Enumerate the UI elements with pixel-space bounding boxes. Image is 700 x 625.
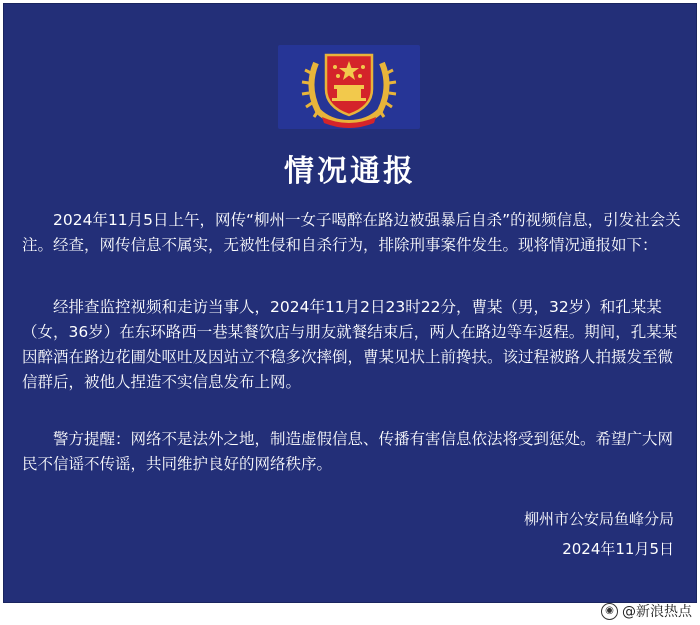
police-emblem-icon bbox=[278, 45, 420, 129]
weibo-logo-icon: ◉ bbox=[601, 603, 618, 620]
notice-paragraph-warning: 警方提醒：网络不是法外之地，制造虚假信息、传播有害信息依法将受到惩处。希望广大网民不信谣不传谣，共同维护良好的网络秩序。 bbox=[22, 430, 674, 473]
notice-paragraph-findings: 经排查监控视频和走访当事人，2024年11月2日23时22分，曹某（男，32岁）和孔某某（女，36岁）在东环路西一巷某餐饮店与朋友就餐结束后，两人在路边等车返程。期间，孔某某因醉酒在路边花圃处呕吐及因站立不稳多次摔倒，曹某见状上前搀扶。该过程被路人拍摄发至微信群后，被他人捏造不实信息发布上网。 bbox=[22, 298, 678, 391]
police-emblem bbox=[278, 45, 420, 129]
issuer-name: 柳州市公安局鱼峰分局 bbox=[523, 510, 674, 528]
issue-date: 2024年11月5日 bbox=[562, 540, 674, 558]
watermark-text: @新浪热点 bbox=[622, 604, 692, 620]
notice-title: 情况通报 bbox=[284, 154, 416, 189]
weibo-watermark bbox=[601, 601, 692, 621]
notice-paragraph-intro: 2024年11月5日上午，网传“柳州一女子喝醉在路边被强暴后自杀”的视频信息，引发社会关注。经查，网传信息不属实，无被性侵和自杀行为，排除刑事案件发生。现将情况通报如下： bbox=[22, 211, 681, 254]
